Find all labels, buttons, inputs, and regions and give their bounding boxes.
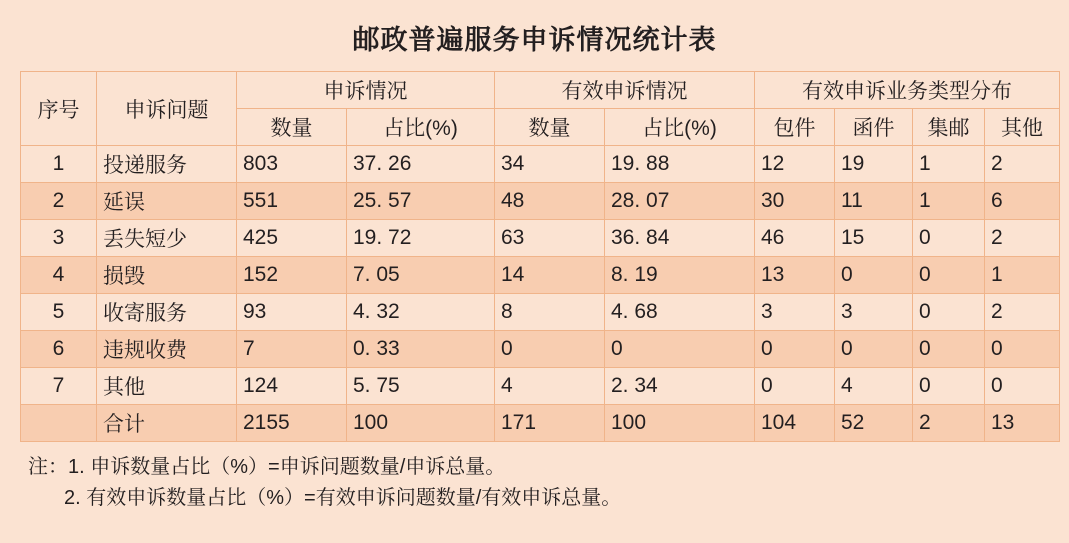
cell-count1: 7 <box>237 331 347 368</box>
cell-seq: 5 <box>21 294 97 331</box>
header-group-type: 有效申诉业务类型分布 <box>755 72 1060 109</box>
header-issue: 申诉问题 <box>97 72 237 146</box>
cell-count1: 425 <box>237 220 347 257</box>
cell-seq <box>21 405 97 442</box>
header-letter: 函件 <box>835 109 913 146</box>
table-row <box>21 220 1060 257</box>
cell-letter: 0 <box>835 257 913 294</box>
cell-parcel: 0 <box>755 368 835 405</box>
cell-other: 1 <box>985 257 1060 294</box>
cell-other: 2 <box>985 220 1060 257</box>
cell-parcel: 0 <box>755 331 835 368</box>
cell-count2: 48 <box>495 183 605 220</box>
header-count1: 数量 <box>237 109 347 146</box>
cell-count1: 152 <box>237 257 347 294</box>
cell-issue: 违规收费 <box>97 331 237 368</box>
cell-pct1: 7. 05 <box>347 257 495 294</box>
cell-letter: 3 <box>835 294 913 331</box>
cell-issue: 损毁 <box>97 257 237 294</box>
cell-count2: 8 <box>495 294 605 331</box>
header-parcel: 包件 <box>755 109 835 146</box>
cell-letter: 0 <box>835 331 913 368</box>
cell-philately: 0 <box>913 294 985 331</box>
cell-seq: 3 <box>21 220 97 257</box>
table-body <box>21 146 1060 442</box>
cell-pct2: 2. 34 <box>605 368 755 405</box>
cell-parcel: 46 <box>755 220 835 257</box>
cell-count1: 124 <box>237 368 347 405</box>
cell-philately: 0 <box>913 331 985 368</box>
cell-count1: 93 <box>237 294 347 331</box>
cell-issue: 收寄服务 <box>97 294 237 331</box>
header-group-valid: 有效申诉情况 <box>495 72 755 109</box>
cell-issue: 投递服务 <box>97 146 237 183</box>
cell-pct2: 8. 19 <box>605 257 755 294</box>
cell-pct2: 28. 07 <box>605 183 755 220</box>
table-row <box>21 257 1060 294</box>
table-row <box>21 294 1060 331</box>
cell-other: 6 <box>985 183 1060 220</box>
table-notes <box>28 452 1069 514</box>
cell-pct1: 19. 72 <box>347 220 495 257</box>
cell-pct2: 36. 84 <box>605 220 755 257</box>
cell-count1: 2155 <box>237 405 347 442</box>
cell-parcel: 104 <box>755 405 835 442</box>
cell-philately: 1 <box>913 183 985 220</box>
cell-pct2: 100 <box>605 405 755 442</box>
cell-philately: 1 <box>913 146 985 183</box>
cell-seq: 1 <box>21 146 97 183</box>
cell-count1: 551 <box>237 183 347 220</box>
cell-letter: 11 <box>835 183 913 220</box>
cell-pct1: 0. 33 <box>347 331 495 368</box>
cell-pct1: 100 <box>347 405 495 442</box>
page-title: 邮政普遍服务申诉情况统计表 <box>352 25 717 55</box>
cell-issue: 丢失短少 <box>97 220 237 257</box>
table-row <box>21 183 1060 220</box>
note-line-1: 注：1. 申诉数量占比（%）=申诉问题数量/申诉总量。 <box>28 456 506 478</box>
cell-philately: 0 <box>913 368 985 405</box>
cell-seq: 2 <box>21 183 97 220</box>
cell-pct2: 4. 68 <box>605 294 755 331</box>
cell-parcel: 3 <box>755 294 835 331</box>
cell-parcel: 13 <box>755 257 835 294</box>
cell-pct1: 5. 75 <box>347 368 495 405</box>
cell-pct2: 19. 88 <box>605 146 755 183</box>
cell-other: 2 <box>985 146 1060 183</box>
cell-philately: 0 <box>913 257 985 294</box>
cell-letter: 52 <box>835 405 913 442</box>
cell-seq: 6 <box>21 331 97 368</box>
table-row-total <box>21 405 1060 442</box>
cell-count2: 4 <box>495 368 605 405</box>
cell-letter: 4 <box>835 368 913 405</box>
header-pct1: 占比(%) <box>347 109 495 146</box>
header-row-groups <box>21 72 1060 109</box>
cell-total-label: 合计 <box>97 405 237 442</box>
header-seq: 序号 <box>21 72 97 146</box>
header-philately: 集邮 <box>913 109 985 146</box>
cell-count2: 171 <box>495 405 605 442</box>
cell-seq: 4 <box>21 257 97 294</box>
cell-seq: 7 <box>21 368 97 405</box>
cell-other: 2 <box>985 294 1060 331</box>
cell-count2: 14 <box>495 257 605 294</box>
cell-pct1: 25. 57 <box>347 183 495 220</box>
cell-issue: 延误 <box>97 183 237 220</box>
cell-pct1: 37. 26 <box>347 146 495 183</box>
table-row <box>21 368 1060 405</box>
cell-parcel: 12 <box>755 146 835 183</box>
cell-letter: 19 <box>835 146 913 183</box>
cell-count2: 34 <box>495 146 605 183</box>
cell-count1: 803 <box>237 146 347 183</box>
table-row <box>21 331 1060 368</box>
cell-pct2: 0 <box>605 331 755 368</box>
table-header <box>21 72 1060 146</box>
cell-parcel: 30 <box>755 183 835 220</box>
cell-count2: 0 <box>495 331 605 368</box>
cell-pct1: 4. 32 <box>347 294 495 331</box>
note-line-2: 2. 有效申诉数量占比（%）=有效申诉问题数量/有效申诉总量。 <box>64 487 622 509</box>
cell-philately: 2 <box>913 405 985 442</box>
header-count2: 数量 <box>495 109 605 146</box>
table-row <box>21 146 1060 183</box>
header-group-complaint: 申诉情况 <box>237 72 495 109</box>
cell-philately: 0 <box>913 220 985 257</box>
cell-letter: 15 <box>835 220 913 257</box>
cell-issue: 其他 <box>97 368 237 405</box>
cell-count2: 63 <box>495 220 605 257</box>
complaint-statistics-table <box>20 71 1060 442</box>
cell-other: 13 <box>985 405 1060 442</box>
header-other: 其他 <box>985 109 1060 146</box>
header-pct2: 占比(%) <box>605 109 755 146</box>
cell-other: 0 <box>985 331 1060 368</box>
cell-other: 0 <box>985 368 1060 405</box>
